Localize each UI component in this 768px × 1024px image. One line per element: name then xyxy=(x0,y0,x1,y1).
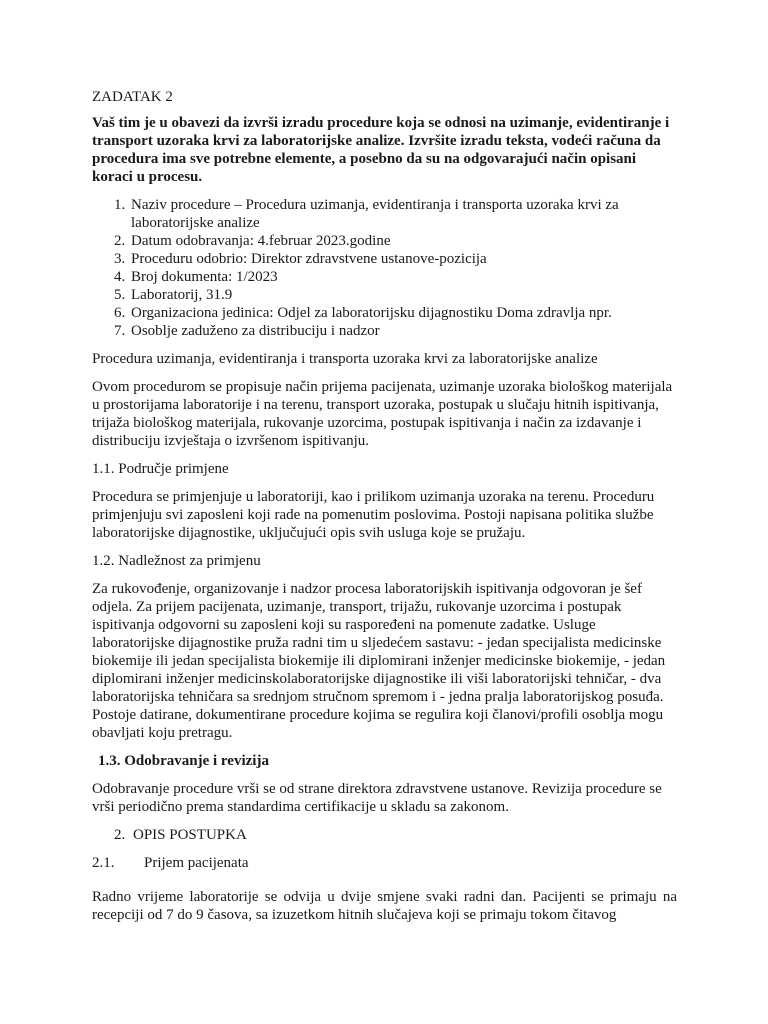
section-heading-1-1: 1.1. Područje primjene xyxy=(92,461,229,477)
list-item: 3. Proceduru odobrio: Direktor zdravstvene ustanove-pozicija xyxy=(114,251,487,267)
procedure-metadata-list xyxy=(92,196,677,340)
task-heading: ZADATAK 2 xyxy=(92,89,173,105)
list-item: 2. Datum odobravanja: 4.februar 2023.godine xyxy=(114,233,391,249)
section-body-2-1-clipped xyxy=(92,888,677,930)
procedure-title: Procedura uzimanja, evidentiranja i transporta uzoraka krvi za laboratorijske analize xyxy=(92,351,598,367)
list-item: 5. Laboratorij, 31.9 xyxy=(114,287,233,303)
section-heading-1-2: 1.2. Nadležnost za primjenu xyxy=(92,553,261,569)
section-body-1-3: Odobravanje procedure vrši se od strane direktora zdravstvene ustanove. Revizija procedure se vrši periodično prema standardima certifikacije u skladu sa zakonom. xyxy=(92,781,662,815)
list-item: 6. Organizaciona jedinica: Odjel za laboratorijsku dijagnostiku Doma zdravlja npr. xyxy=(114,305,612,321)
section-body-1-1: Procedura se primjenjuje u laboratoriji, kao i prilikom uzimanja uzoraka na terenu. Proceduru primjenjuju svi zaposleni koji rade na pomenutim poslovima. Postoji napisana politika službe laboratorijske dijagnostike, uključujući opis svih usluga koje se pružaju. xyxy=(92,489,655,541)
document-body xyxy=(92,88,677,882)
list-item: 7. Osoblje zaduženo za distribuciju i nadzor xyxy=(114,323,380,339)
procedure-description: Ovom procedurom se propisuje način prijema pacijenata, uzimanje uzoraka biološkog materijala u prostorijama laboratorije i na terenu, transport uzoraka, postupak u slučaju hitnih ispitivanja, trijaža biološkog materijala, rukovanje uzorcima, postupak ispitivanja i način za izdavanje i distribuciju izvještaja o izvršenom ispitivanju. xyxy=(92,379,673,449)
section-body-2-1: Radno vrijeme laboratorije se odvija u dvije smjene svaki radni dan. Pacijenti se primaju na recepciji od 7 do 9 časova, sa izuzetkom hitnih slučajeva koji se primaju tokom čitavog xyxy=(92,889,677,923)
section-heading-2-1: 2.1. Prijem pacijenata xyxy=(92,855,249,871)
section-heading-1-3: 1.3. Odobravanje i revizija xyxy=(98,753,269,769)
section-body-1-2: Za rukovođenje, organizovanje i nadzor procesa laboratorijskih ispitivanja odgovoran je šef odjela. Za prijem pacijenata, uzimanje, transport, trijažu, rukovanje uzorcima i postupak ispitivanja odgovorni su zaposleni koji su raspoređeni na pomenute zadatke. Usluge laboratorijske dijagnostike pruža radni tim u sljedećem sastavu: - jedan specijalista medicinske biokemije ili jedan specijalista biokemije ili diplomirani inženjer medicinske biokemije, - jedan diplomirani inženjer medicinskolaboratorijske dijagnostike ili viši laboratorijski tehničar, - dva laboratorijska tehničara sa srednjom stručnom spremom i - jedna pralja laboratorijskog posuđa. Postoje datirane, dokumentirane procedure kojima se regulira koji članovi/profili osoblja mogu obavljati koju pretragu. xyxy=(92,581,666,741)
task-instructions: Vaš tim je u obavezi da izvrši izradu procedure koja se odnosi na uzimanje, evidentiranje i transport uzoraka krvi za laboratorijske analize. Izvršite izradu teksta, vodeći računa da procedura ima sve potrebne elemente, a posebno da su na odgovarajući način opisani koraci u procesu. xyxy=(92,115,670,185)
section-heading-2: 2. OPIS POSTUPKA xyxy=(114,827,247,843)
list-item: 4. Broj dokumenta: 1/2023 xyxy=(114,269,278,285)
list-item: 1. Naziv procedure – Procedura uzimanja, evidentiranja i transporta uzoraka krvi za laboratorijske analize xyxy=(114,197,619,231)
